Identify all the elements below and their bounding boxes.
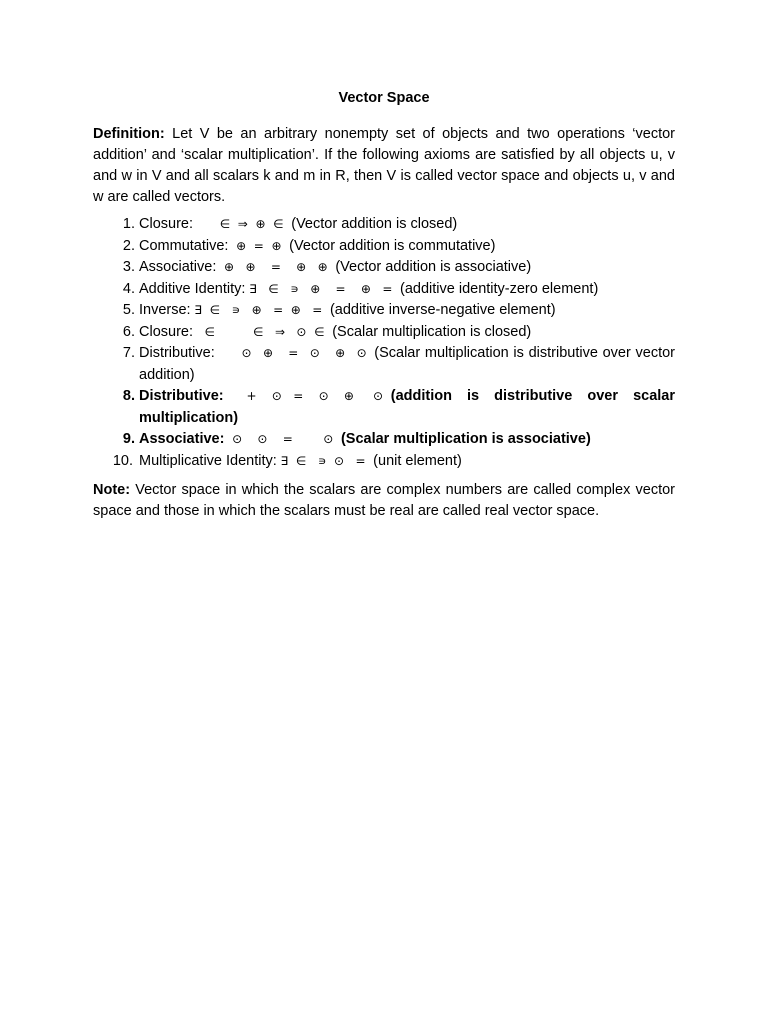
- axiom-item: [93, 386, 675, 429]
- axiom-name: Commutative:: [139, 237, 229, 254]
- axiom-item: [93, 343, 675, 386]
- axiom-number: 5.: [122, 302, 135, 318]
- axiom-number: 1.: [122, 216, 135, 232]
- axiom-name: Closure:: [139, 323, 193, 340]
- axiom-item: [93, 236, 675, 258]
- definition-paragraph: [93, 124, 675, 208]
- axiom-name: Multiplicative Identity:: [139, 452, 277, 469]
- axiom-number: 2.: [122, 237, 135, 254]
- note-label: Note:: [93, 482, 131, 498]
- axiom-number: 10.: [112, 452, 133, 469]
- axiom-description: (Vector addition is commutative): [289, 237, 496, 254]
- axiom-description: (Vector addition is associative): [335, 259, 532, 275]
- axiom-item: [93, 214, 675, 236]
- axiom-name: Associative:: [139, 259, 217, 275]
- axiom-symbols: ⊙ ⊕ = ⊙ ⊕ ⊙: [214, 346, 375, 360]
- axiom-name: Additive Identity:: [139, 280, 246, 297]
- axiom-number: 3.: [122, 259, 135, 275]
- axiom-number: 8.: [122, 388, 135, 404]
- axiom-symbols: ∃ ∈ ∍ ⊙ =: [276, 453, 374, 468]
- axiom-item: [93, 300, 675, 322]
- axiom-symbols: ⊕ ⊕ = ⊕ ⊕: [216, 260, 336, 274]
- axiom-number: 9.: [122, 431, 135, 447]
- axiom-list: [93, 214, 675, 472]
- definition-text: Let V be an arbitrary nonempty set of objects and two operations ‘vector addition’ and ‘scalar multiplication’. If the following axioms are satisfied by all objects u, v and w in V and all scalars k and m in R, then V is called vector space and objects u, v and w are called vectors.: [93, 126, 675, 205]
- axiom-number: 7.: [122, 345, 135, 361]
- axiom-description: (Scalar multiplication is associative): [340, 431, 591, 447]
- axiom-name: Associative:: [139, 431, 225, 447]
- axiom-symbols: ∃ ∈ ∍ ⊕ = ⊕ =: [245, 281, 401, 296]
- axiom-item: [93, 429, 675, 451]
- axiom-description: (Scalar multiplication is distributive over vector addition): [139, 345, 675, 383]
- axiom-item: [93, 451, 675, 473]
- axiom-symbols: ⊕ = ⊕: [228, 238, 290, 253]
- axiom-number: 4.: [122, 280, 135, 297]
- axiom-name: Distributive:: [139, 388, 224, 404]
- axiom-symbols: ∈ ⇒ ⊕ ∈: [193, 217, 292, 231]
- axiom-symbols: ∃ ∈ ∍ ⊕ = ⊕ =: [190, 303, 330, 317]
- axiom-description: (additive identity-zero element): [400, 280, 599, 297]
- axiom-name: Closure:: [139, 216, 193, 232]
- definition-label: Definition:: [93, 126, 165, 142]
- note-text: Vector space in which the scalars are complex numbers are called complex vector space and those in which the scalars must be real are called real vector space.: [93, 482, 675, 519]
- axiom-item: [93, 322, 675, 344]
- axiom-item: [93, 257, 675, 279]
- axiom-name: Distributive:: [139, 345, 215, 361]
- axiom-symbols: ⊙ ⊙ = ⊙: [224, 432, 341, 446]
- page-title: Vector Space: [338, 90, 430, 106]
- axiom-number: 6.: [122, 323, 135, 340]
- axiom-description: (unit element): [373, 452, 462, 469]
- document-page: [93, 88, 675, 522]
- axiom-description: (addition is distributive over scalar multiplication): [139, 388, 675, 426]
- axiom-description: (additive inverse-negative element): [329, 302, 556, 318]
- axiom-description: (Scalar multiplication is closed): [332, 323, 532, 340]
- axiom-name: Inverse:: [139, 302, 191, 318]
- note-paragraph: [93, 480, 675, 522]
- axiom-symbols: + ⊙ = ⊙ ⊕ ⊙: [223, 389, 391, 403]
- axiom-item: [93, 279, 675, 301]
- axiom-description: (Vector addition is closed): [291, 216, 458, 232]
- axiom-symbols: ∈ ∈ ⇒ ⊙ ∈: [193, 324, 333, 339]
